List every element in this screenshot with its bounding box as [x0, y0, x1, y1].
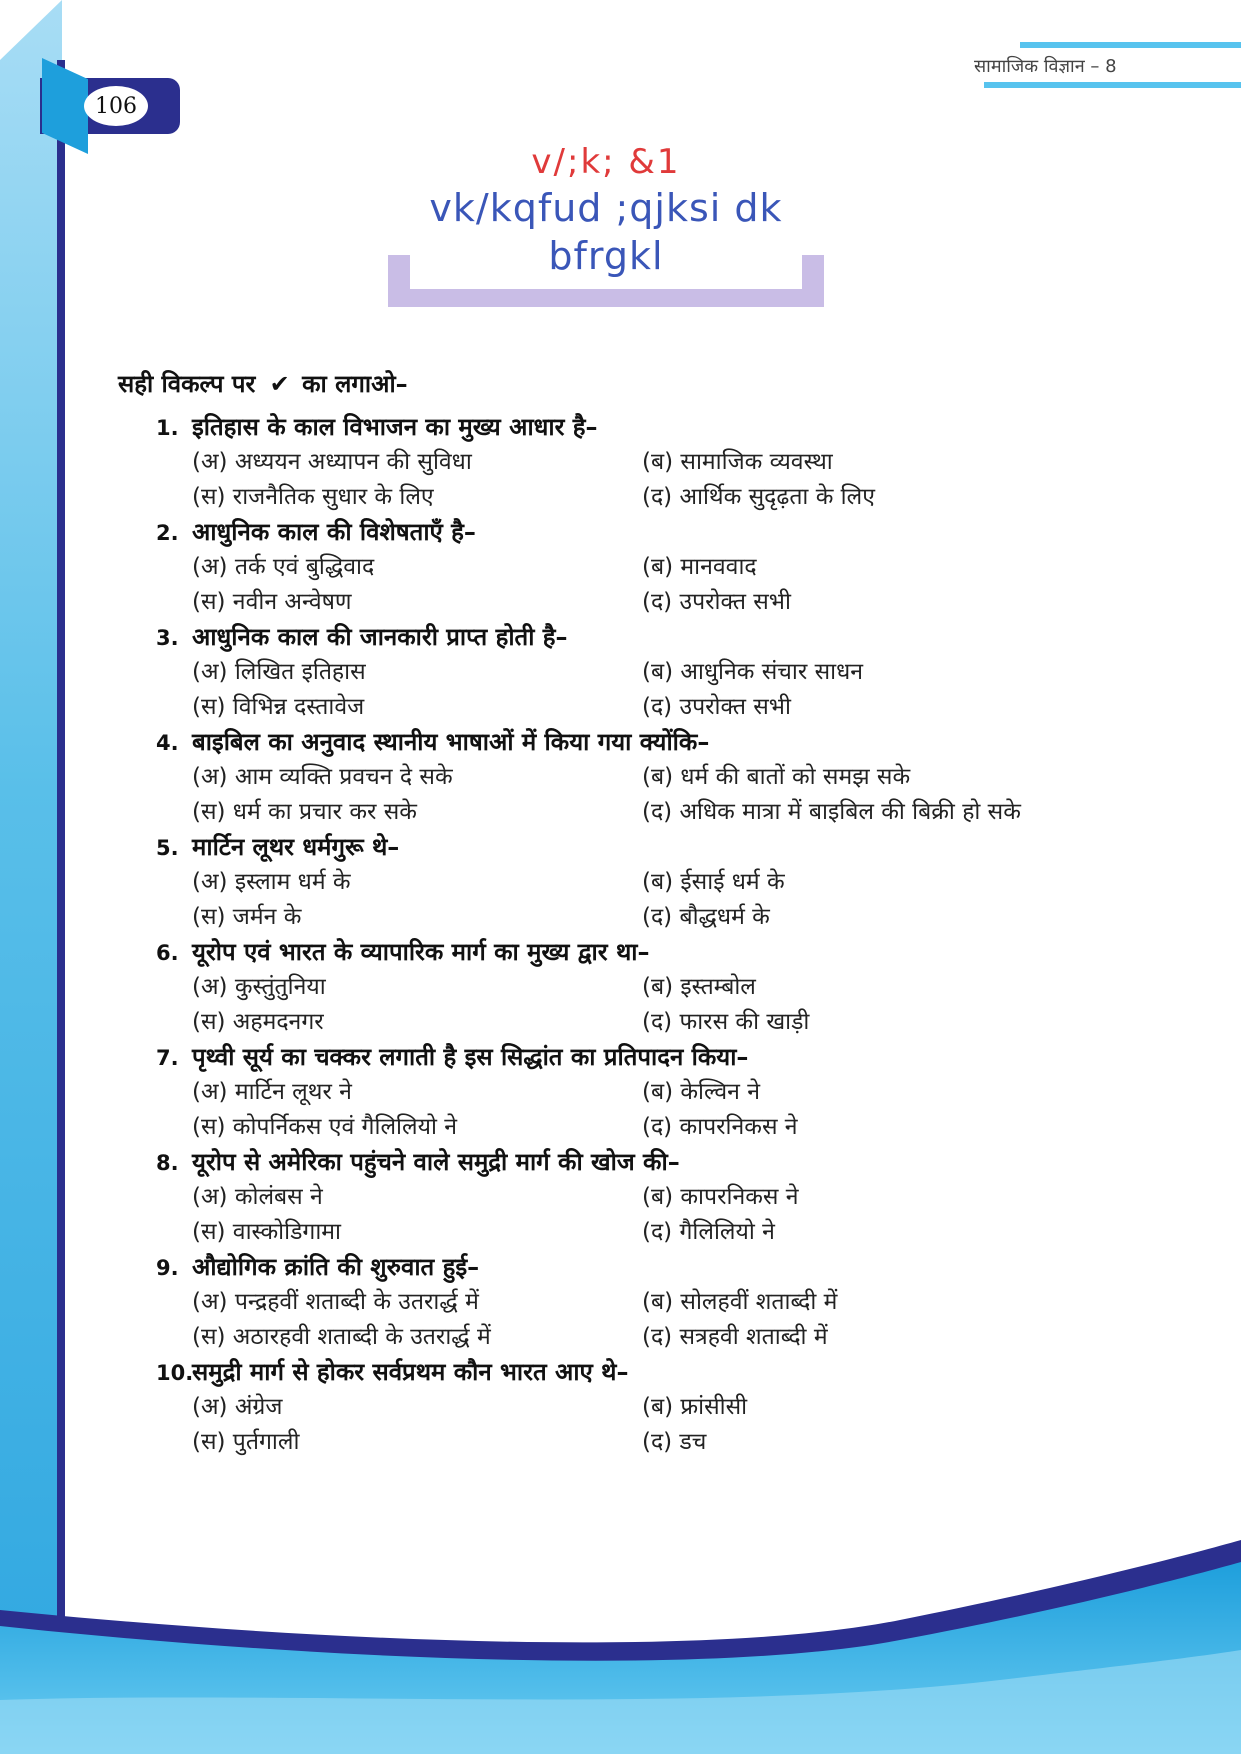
answer-option[interactable]: (ब) ईसाई धर्म के: [642, 869, 785, 895]
left-vertical-rule: [57, 60, 65, 1620]
question-stem: इतिहास के काल विभाजन का मुख्य आधार है–: [192, 413, 598, 441]
answer-option[interactable]: (अ) इस्लाम धर्म के: [192, 869, 351, 895]
question-number: 3.: [156, 626, 179, 650]
option-row: [192, 655, 1118, 690]
option-row: [192, 480, 1118, 515]
question-number: 7.: [156, 1046, 179, 1070]
question-text: [156, 410, 1118, 445]
option-row: [192, 1005, 1118, 1040]
option-row: [192, 1425, 1118, 1460]
option-row: [192, 1075, 1118, 1110]
chapter-title-line-2: bfrgkl: [548, 234, 664, 278]
answer-option[interactable]: (स) पुर्तगाली: [192, 1429, 300, 1455]
answer-option[interactable]: (स) अठारहवी शताब्दी के उतरार्द्ध में: [192, 1324, 491, 1350]
option-row: [192, 865, 1118, 900]
answer-option[interactable]: (ब) इस्तम्बोल: [642, 974, 756, 1000]
answer-option[interactable]: (स) वास्कोडिगामा: [192, 1219, 341, 1245]
option-row: [192, 1320, 1118, 1355]
question-text: [156, 620, 1118, 655]
exercise-instruction: [118, 366, 1118, 410]
question-3: [156, 620, 1118, 725]
question-stem: आधुनिक काल की जानकारी प्राप्त होती है–: [192, 623, 568, 651]
option-row: [192, 1180, 1118, 1215]
bottom-wave-decoration: [0, 1540, 1241, 1754]
answer-option[interactable]: (अ) आम व्यक्ति प्रवचन दे सके: [192, 764, 453, 790]
question-5: [156, 830, 1118, 935]
answer-option[interactable]: (द) अधिक मात्रा में बाइबिल की बिक्री हो सके: [642, 799, 1021, 825]
answer-option[interactable]: (स) धर्म का प्रचार कर सके: [192, 799, 417, 825]
answer-option[interactable]: (ब) मानववाद: [642, 554, 757, 580]
left-band-cut: [0, 0, 62, 60]
question-number: 4.: [156, 731, 179, 755]
answer-option[interactable]: (अ) तर्क एवं बुद्धिवाद: [192, 554, 375, 580]
question-stem: औद्योगिक क्रांति की शुरुवात हुई–: [192, 1253, 480, 1281]
question-number: 9.: [156, 1256, 179, 1280]
question-stem: पृथ्वी सूर्य का चक्कर लगाती है इस सिद्धांत का प्रतिपादन किया–: [192, 1043, 749, 1071]
chapter-number: v/;k; &1: [531, 142, 681, 182]
answer-option[interactable]: (अ) मार्टिन लूथर ने: [192, 1079, 352, 1105]
question-text: [156, 1145, 1118, 1180]
answer-option[interactable]: (अ) अंग्रेज: [192, 1394, 283, 1420]
question-text: [156, 1250, 1118, 1285]
option-row: [192, 760, 1118, 795]
question-stem: यूरोप से अमेरिका पहुंचने वाले समुद्री मार्ग की खोज की–: [192, 1148, 680, 1176]
answer-option[interactable]: (स) नवीन अन्वेषण: [192, 589, 352, 615]
answer-option[interactable]: (द) डच: [642, 1429, 707, 1455]
question-text: [156, 1355, 1118, 1390]
question-text: [156, 515, 1118, 550]
checkmark-icon: ✔: [269, 370, 290, 398]
question-stem: आधुनिक काल की विशेषताएँ है–: [192, 518, 476, 546]
question-stem: मार्टिन लूथर धर्मगुरू थे–: [192, 833, 400, 861]
question-number: 5.: [156, 836, 179, 860]
answer-option[interactable]: (ब) सामाजिक व्यवस्था: [642, 449, 833, 475]
option-row: [192, 1215, 1118, 1250]
page-number: 106: [84, 86, 148, 126]
answer-option[interactable]: (द) गैलिलियो ने: [642, 1219, 775, 1245]
answer-option[interactable]: (ब) केल्विन ने: [642, 1079, 761, 1105]
question-list: [118, 410, 1118, 1460]
question-text: [156, 935, 1118, 970]
answer-option[interactable]: (ब) कापरनिकस ने: [642, 1184, 799, 1210]
question-number: 10.: [156, 1361, 194, 1385]
question-text: [156, 830, 1118, 865]
answer-option[interactable]: (स) विभिन्न दस्तावेज: [192, 694, 365, 720]
option-row: [192, 1285, 1118, 1320]
question-text: [156, 725, 1118, 760]
option-row: [192, 1110, 1118, 1145]
answer-option[interactable]: (द) बौद्धधर्म के: [642, 904, 770, 930]
answer-option[interactable]: (द) उपरोक्त सभी: [642, 589, 791, 615]
answer-option[interactable]: (अ) अध्ययन अध्यापन की सुविधा: [192, 449, 472, 475]
instruction-text-after: का लगाओ–: [302, 370, 408, 398]
answer-option[interactable]: (स) कोपर्निकस एवं गैलिलियो ने: [192, 1114, 457, 1140]
option-row: [192, 795, 1118, 830]
question-9: [156, 1250, 1118, 1355]
question-1: [156, 410, 1118, 515]
answer-option[interactable]: (ब) आधुनिक संचार साधन: [642, 659, 863, 685]
question-number: 6.: [156, 941, 179, 965]
option-row: [192, 690, 1118, 725]
question-stem: समुद्री मार्ग से होकर सर्वप्रथम कौन भारत आए थे–: [192, 1358, 629, 1386]
question-4: [156, 725, 1118, 830]
question-8: [156, 1145, 1118, 1250]
answer-option[interactable]: (स) अहमदनगर: [192, 1009, 324, 1035]
question-number: 1.: [156, 416, 179, 440]
answer-option[interactable]: (अ) कोलंबस ने: [192, 1184, 323, 1210]
answer-option[interactable]: (द) फारस की खाड़ी: [642, 1009, 810, 1035]
instruction-text-before: सही विकल्प पर: [118, 370, 256, 398]
option-row: [192, 550, 1118, 585]
answer-option[interactable]: (ब) सोलहवीं शताब्दी में: [642, 1289, 838, 1315]
answer-option[interactable]: (द) कापरनिकस ने: [642, 1114, 798, 1140]
answer-option[interactable]: (अ) पन्द्रहवीं शताब्दी के उतरार्द्ध में: [192, 1289, 479, 1315]
answer-option[interactable]: (स) जर्मन के: [192, 904, 302, 930]
running-header: सामाजिक विज्ञान – 8: [974, 56, 1117, 77]
question-6: [156, 935, 1118, 1040]
question-2: [156, 515, 1118, 620]
question-number: 2.: [156, 521, 179, 545]
exercise-content: [118, 366, 1118, 1460]
question-text: [156, 1040, 1118, 1075]
question-7: [156, 1040, 1118, 1145]
answer-option[interactable]: (ब) फ्रांसीसी: [642, 1394, 748, 1420]
answer-option[interactable]: (स) राजनैतिक सुधार के लिए: [192, 484, 434, 510]
answer-option[interactable]: (अ) कुस्तुंतुनिया: [192, 974, 326, 1000]
option-row: [192, 1390, 1118, 1425]
answer-option[interactable]: (द) आर्थिक सुदृढ़ता के लिए: [642, 484, 875, 510]
question-number: 8.: [156, 1151, 179, 1175]
answer-option[interactable]: (द) सत्रहवी शताब्दी में: [642, 1324, 828, 1350]
header-rule-bottom: [984, 82, 1241, 88]
answer-option[interactable]: (अ) लिखित इतिहास: [192, 659, 366, 685]
header-rule-top: [1020, 42, 1241, 48]
answer-option[interactable]: (द) उपरोक्त सभी: [642, 694, 791, 720]
left-decorative-band: [0, 0, 62, 1754]
title-bracket-decoration: [388, 255, 824, 307]
option-row: [192, 585, 1118, 620]
chapter-title-line-1: vk/kqfud ;qjksi dk: [429, 186, 783, 230]
option-row: [192, 445, 1118, 480]
answer-option[interactable]: (ब) धर्म की बातों को समझ सके: [642, 764, 911, 790]
question-stem: बाइबिल का अनुवाद स्थानीय भाषाओं में किया गया क्योंकि–: [192, 728, 710, 756]
option-row: [192, 900, 1118, 935]
option-row: [192, 970, 1118, 1005]
question-10: [156, 1355, 1118, 1460]
question-stem: यूरोप एवं भारत के व्यापारिक मार्ग का मुख्य द्वार था–: [192, 938, 650, 966]
